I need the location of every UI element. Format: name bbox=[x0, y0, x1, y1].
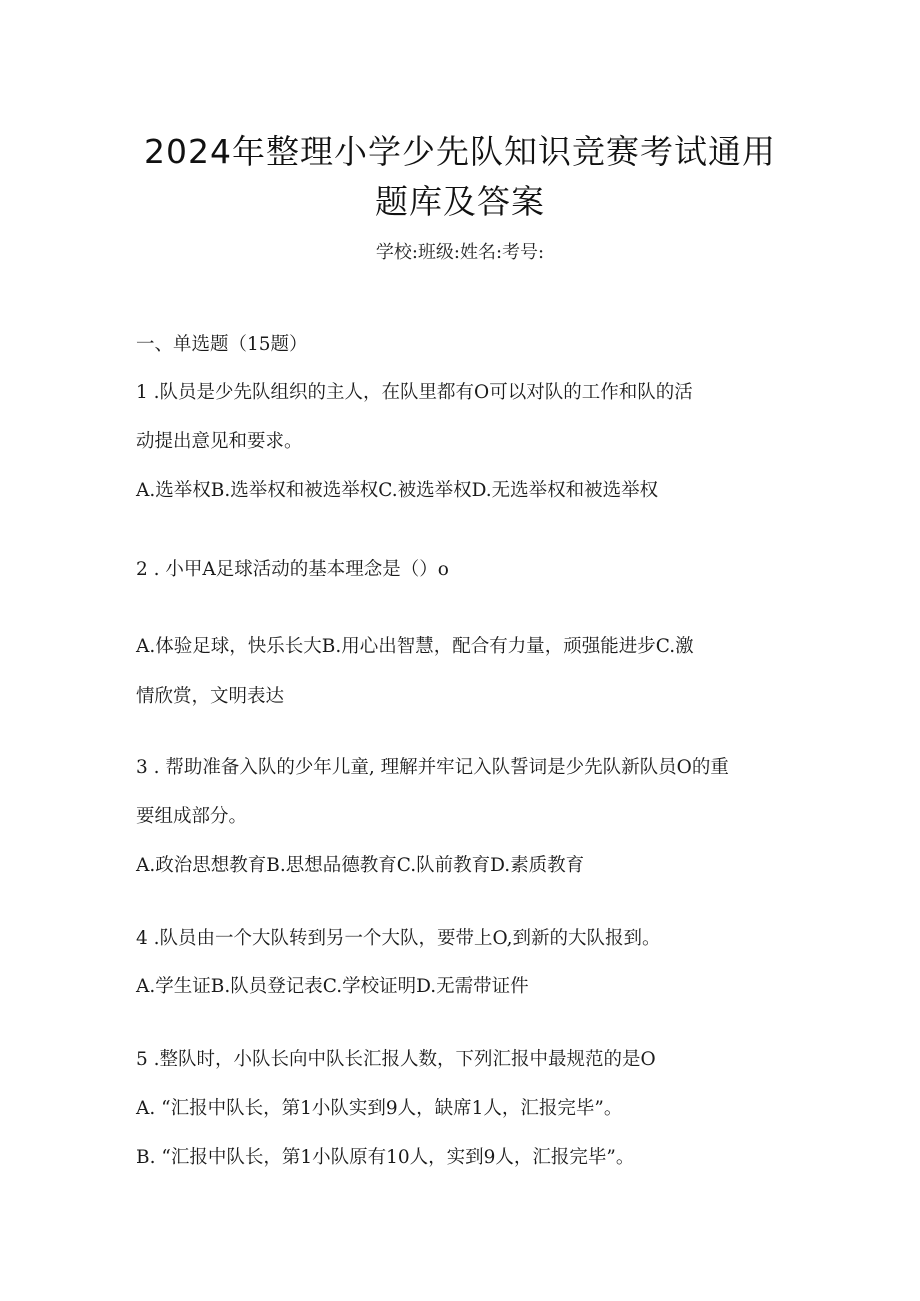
question-2-line-1: 2 . 小甲A足球活动的基本理念是（）o bbox=[136, 559, 449, 580]
question-1-line-1: 1 .队员是少先队组织的主人，在队里都有O可以对队的工作和队的活 bbox=[136, 382, 693, 403]
document-title-line-2: 题库及答案 bbox=[375, 182, 545, 221]
question-5-option-b: B. “汇报中队长，第1小队原有10人，实到9人，汇报完毕”。 bbox=[136, 1147, 635, 1168]
student-info-line: 学校:班级:姓名:考号: bbox=[375, 242, 545, 263]
document-title-line-1: 2024年整理小学少先队知识竞赛考试通用 bbox=[144, 132, 776, 171]
question-2-options-line-1: A.体验足球，快乐长大B.用心出智慧，配合有力量，顽强能进步C.激 bbox=[136, 636, 694, 657]
question-3-options: A.政治思想教育B.思想品德教育C.队前教育D.素质教育 bbox=[136, 855, 585, 876]
question-4-line-1: 4 .队员由一个大队转到另一个大队，要带上O,到新的大队报到。 bbox=[136, 928, 661, 949]
question-3-line-2: 要组成部分。 bbox=[136, 806, 248, 827]
section-heading: 一、单选题（15题） bbox=[136, 334, 308, 355]
question-3-line-1: 3 . 帮助准备入队的少年儿童, 理解并牢记入队誓词是少先队新队员O的重 bbox=[136, 757, 729, 778]
question-1-line-2: 动提出意见和要求。 bbox=[136, 431, 303, 452]
question-4-options: A.学生证B.队员登记表C.学校证明D.无需带证件 bbox=[136, 976, 529, 997]
question-5-option-a: A. “汇报中队长，第1小队实到9人，缺席1人，汇报完毕”。 bbox=[136, 1098, 623, 1119]
question-1-options: A.选举权B.选举权和被选举权C.被选举权D.无选举权和被选举权 bbox=[136, 480, 659, 501]
question-5-line-1: 5 .整队时，小队长向中队长汇报人数，下列汇报中最规范的是O bbox=[136, 1049, 656, 1070]
question-2-options-line-2: 情欣赏，文明表达 bbox=[136, 686, 285, 707]
